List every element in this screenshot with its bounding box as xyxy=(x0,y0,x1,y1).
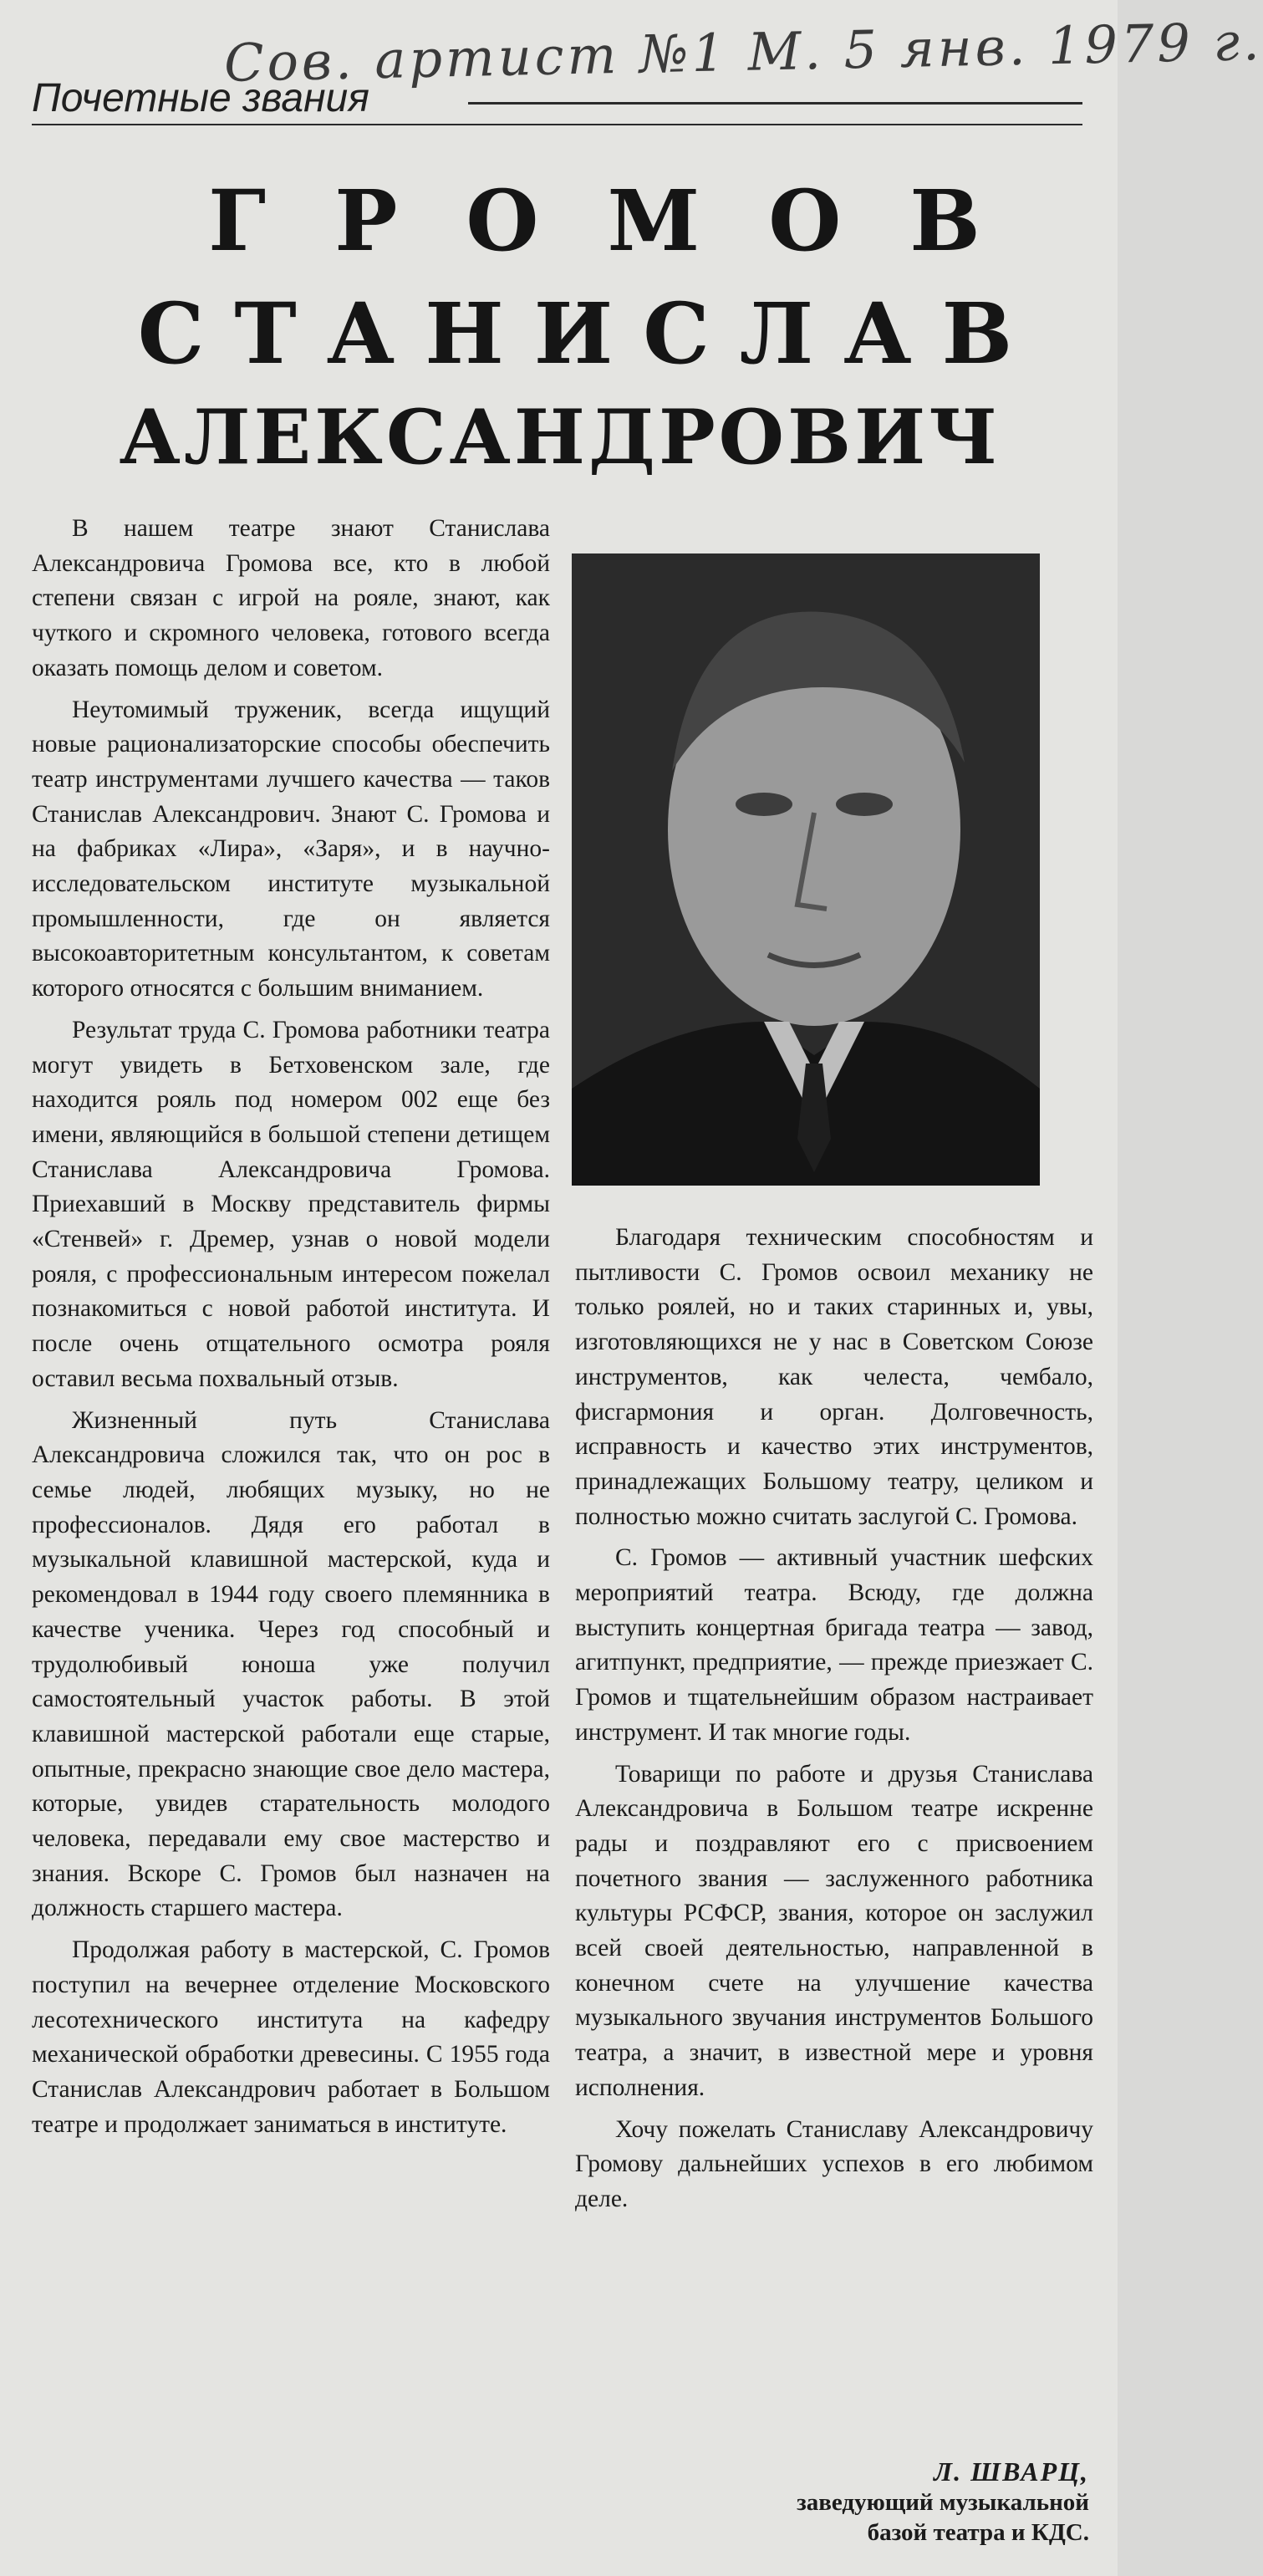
article-right-column xyxy=(575,1221,1093,2224)
article-left-column xyxy=(32,512,550,2149)
article-paragraph: Неутомимый труженик, всегда ищущий новые рационализаторские способы обеспечить театр инструментами лучшего качества — таков Станислав Александрович. Знают С. Громова и на фабриках «Лира», «Заря», и в научно-исследовательском институте музыкальной промышленности, где он является высокоавторитетным консультантом, к советам которого относятся с большим вниманием. xyxy=(32,696,550,1002)
headline-first-name: СТАНИСЛАВ xyxy=(137,284,1043,383)
author-position: заведующий музыкальной xyxy=(797,2489,1089,2516)
article-paragraph: Благодаря техническим способностям и пытливости С. Громов освоил механику не только роялей, но и таких старинных и, увы, изготовляющихся не у нас в Советском Союзе инструментов, как челеста, чембало, фисгармония и орган. Долговечность, исправность и качество этих инструментов, принадлежащих Большому театру, целиком и полностью можно считать заслугой С. Громова. xyxy=(575,1224,1093,1530)
article-paragraph: Результат труда С. Громова работники театра могут увидеть в Бетховенском зале, где находится рояль под номером 002 еще без имени, являющийся в большой степени детищем Станислава Александровича Громова. Приехавший в Москву представитель фирмы «Стенвей» г. Дремер, узнав о новой модели рояля, с профессиональным интересом пожелал познакомиться с новой работой института. И после очень отщательного осмотра рояля оставил весьма похвальный отзыв. xyxy=(32,1016,550,1392)
portrait-illustration xyxy=(572,553,1040,1186)
headline-surname: ГРОМОВ xyxy=(208,171,1049,270)
author-signature xyxy=(571,2456,1089,2548)
rubric-rule xyxy=(468,102,1082,105)
article-paragraph: В нашем театре знают Станислава Александровича Громова все, кто в любой степени связан с игрой на рояле, знают, как чуткого и скромного человека, готового всегда оказать помощь делом и советом. xyxy=(32,515,550,681)
author-name: Л. ШВАРЦ, xyxy=(934,2456,1089,2487)
rubric-rule-lower xyxy=(32,124,1082,125)
handwritten-source-note: Сов. артист №1 М. 5 янв. 1979 г. xyxy=(223,10,1263,94)
rubric-label: Почетные звания xyxy=(32,76,369,120)
article-paragraph: С. Громов — активный участник шефских мероприятий театра. Всюду, где должна выступить концертная бригада театра — завод, агитпункт, предприятие, — прежде приезжает С. Громов и тщательнейшим образом настраивает инструмент. И так многие годы. xyxy=(575,1544,1093,1746)
article-paragraph: Хочу пожелать Станиславу Александровичу Громову дальнейших успехов в его любимом деле. xyxy=(575,2115,1093,2212)
headline-patronymic: АЛЕКСАНДРОВИЧ xyxy=(119,393,1001,482)
portrait-photo xyxy=(572,553,1040,1186)
article-paragraph: Продолжая работу в мастерской, С. Громов поступил на вечернее отделение Московского лесотехнического института на кафедру механической обработки древесины. С 1955 года Станислав Александрович работает в Большом театре и продолжает заниматься в институте. xyxy=(32,1936,550,2138)
author-position: базой театра и КДС. xyxy=(867,2519,1089,2546)
article-paragraph: Товарищи по работе и друзья Станислава Александровича в Большом театре искренне рады и поздравляют его с присвоением почетного звания — заслуженного работника культуры РСФСР, звания, которое он заслужил всей своей деятельностью, направленной в конечном счете на улучшение качества музыкального звучания инструментов Большого театра, а значит, в известной мере и уровня исполнения. xyxy=(575,1760,1093,2101)
article-paragraph: Жизненный путь Станислава Александровича сложился так, что он рос в семье людей, любящих музыку, но не профессионалов. Дядя его работал в музыкальной клавишной мастерской, куда и рекомендовал в 1944 году своего племянника в качестве ученика. Через год способный и трудолюбивый юноша уже получил самостоятельный участок работы. В этой клавишной мастерской работали еще старые, опытные, прекрасно знающие свое дело мастера, которые, увидев старательность молодого человека, передавали ему свое мастерство и знания. Вскоре С. Громов был назначен на должность старшего мастера. xyxy=(32,1406,550,1922)
